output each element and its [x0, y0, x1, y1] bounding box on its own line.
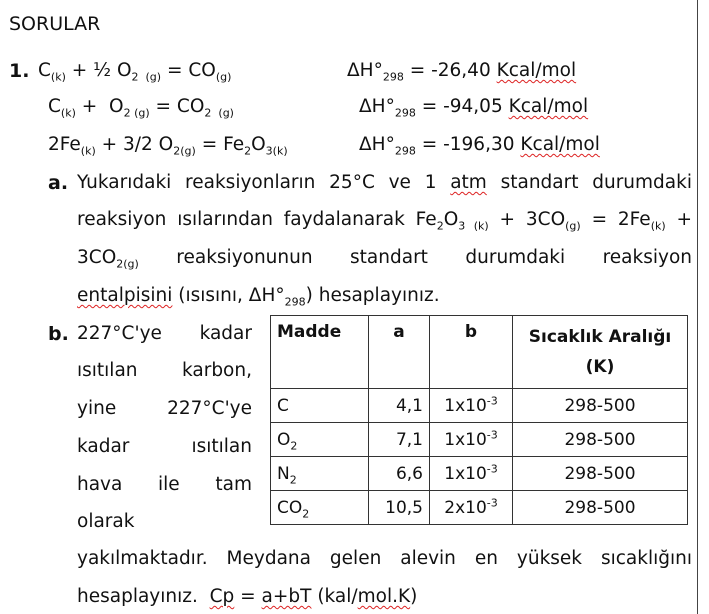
part-a-line-4: entalpisini (ısısını, $\Delta H^\circ_{298}$) hesaplayınız. [77, 285, 440, 309]
cell-b: $1x10^{-3}$ [430, 423, 513, 457]
table-row [271, 423, 688, 457]
cell-a: 4,1 [369, 389, 430, 423]
cell-substance: $N_2$ [271, 457, 369, 491]
table-row [271, 457, 688, 491]
part-b-label: b. [48, 323, 69, 345]
heat-capacity-table [270, 315, 688, 525]
table-row [271, 491, 688, 525]
part-a-label: a. [48, 172, 69, 194]
col-header-madde: Madde [271, 316, 369, 389]
part-b-line-7: yakılmaktadır. Meydana gelen alevin en yüksek sıcaklığını [77, 548, 692, 569]
reaction-3-equation: $2Fe_{(k)} + 3/2$ $O_{2(g)} = Fe_2O_{3(k)}$ [48, 134, 288, 158]
part-a-line-2: reaksiyon ısılarından faydalanarak $Fe_2O_{3 (k)} + 3CO_{(g)} = 2Fe_{(k)}$ + [77, 209, 693, 233]
cell-range: 298-500 [513, 491, 688, 525]
cell-b: $1x10^{-3}$ [430, 389, 513, 423]
reaction-2-equation: $C_{(k)} + O_{2 (g)} = CO_{2 (g)}$ [48, 96, 234, 120]
part-b-line-5: hava ile tam [77, 474, 252, 495]
table-row [271, 389, 688, 423]
part-b-line-3: yine 227°C'ye [77, 398, 252, 419]
part-a-line-1: Yukarıdaki reaksiyonların 25°C ve 1 atm standart durumdaki [77, 172, 692, 193]
table-header-row [271, 316, 688, 389]
cell-b: $2x10^{-3}$ [430, 491, 513, 525]
reaction-1-enthalpy: $\Delta H^\circ_{298} = -26,40$ Kcal/mol [347, 60, 577, 84]
cell-range: 298-500 [513, 423, 688, 457]
cell-b: $1x10^{-3}$ [430, 457, 513, 491]
cell-a: 7,1 [369, 423, 430, 457]
reaction-3-enthalpy: $\Delta H^\circ_{298} = -196,30$ Kcal/mol [359, 134, 600, 158]
cell-substance: C [271, 389, 369, 423]
reaction-2-enthalpy: $\Delta H^\circ_{298} = -94,05$ Kcal/mol [359, 96, 589, 120]
question-number: 1. [9, 60, 30, 82]
cell-substance: $O_2$ [271, 423, 369, 457]
cell-range: 298-500 [513, 389, 688, 423]
cell-a: 6,6 [369, 457, 430, 491]
cell-a: 10,5 [369, 491, 430, 525]
cell-substance: $CO_2$ [271, 491, 369, 525]
reaction-1-equation: $C_{(k)}$ + ½ $O_{2 (g)} = CO_{(g)}$ [38, 60, 232, 84]
col-header-b: b [430, 316, 513, 389]
part-b-line-2: ısıtılan karbon, [77, 360, 252, 381]
part-b-line-8: hesaplayınız. Cp = a+bT (kal/mol.K) [77, 586, 418, 607]
col-header-range: Sıcaklık Aralığı (K) [513, 316, 688, 389]
part-b-line-4: kadar ısıtılan [77, 436, 252, 457]
cell-range: 298-500 [513, 457, 688, 491]
part-b-line-1: 227°C'ye kadar [77, 323, 252, 344]
col-header-a: a [369, 316, 430, 389]
part-a-line-3: $3CO_{2(g)}$ reaksiyonunun standart durumdaki reaksiyon [77, 247, 692, 271]
part-b-line-6: olarak [77, 511, 135, 532]
page-title: SORULAR [9, 13, 101, 35]
